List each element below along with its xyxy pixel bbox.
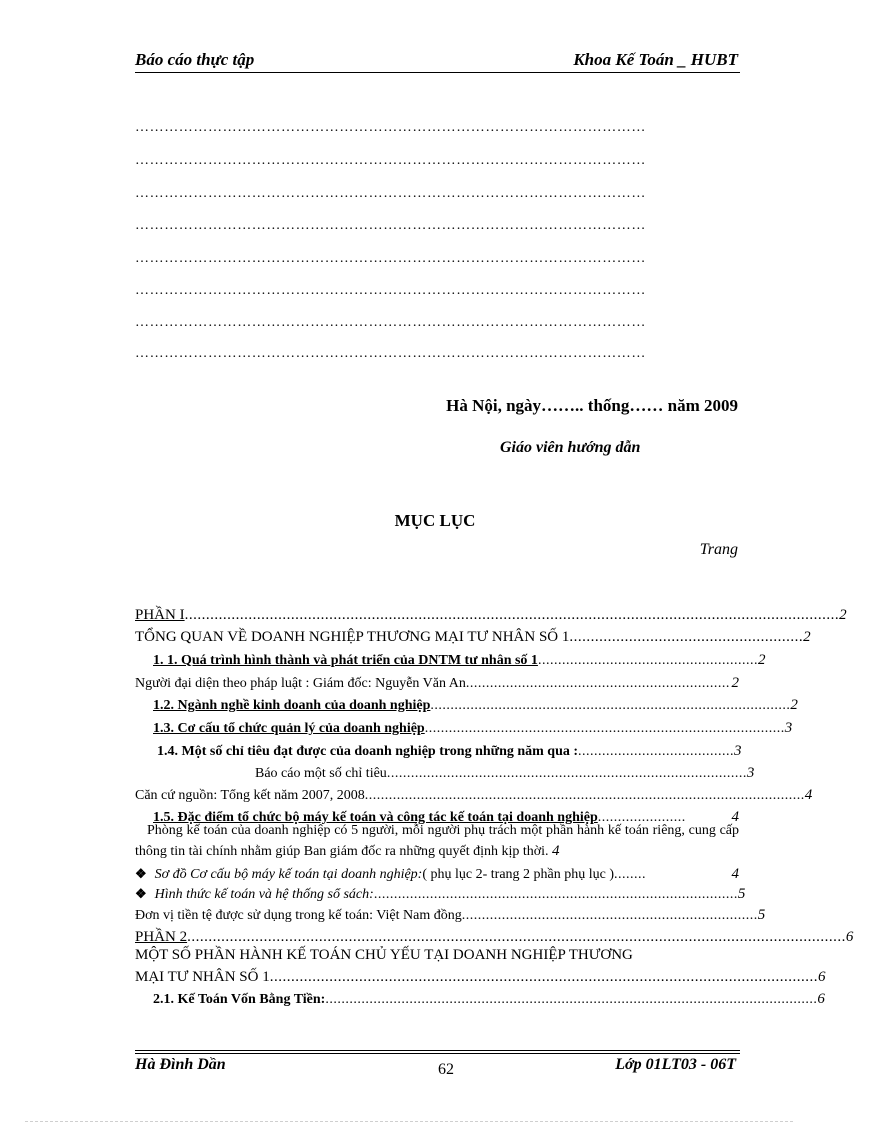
toc-entry-page: 4 — [804, 787, 813, 803]
toc-paragraph-entry[interactable] — [135, 820, 739, 862]
toc-leader: ........................................................................................... — [373, 887, 738, 902]
toc-entry[interactable] — [135, 969, 826, 986]
toc-leader: .............................................................................................................. — [364, 788, 805, 803]
toc-entry-page: 3 — [734, 743, 742, 759]
header-left: Báo cáo thực tập — [135, 50, 255, 69]
toc-leader: ....................................................... — [569, 629, 804, 645]
toc-entry-page: 2 — [790, 697, 798, 713]
toc-entry-page: 2 — [803, 629, 811, 645]
toc-entry-text: Báo cáo một số chỉ tiêu — [255, 766, 387, 781]
page-edge — [25, 1121, 793, 1122]
toc-entry[interactable] — [135, 652, 766, 669]
toc-leader: .......................................................................................... — [424, 721, 785, 736]
toc-entry[interactable] — [135, 697, 798, 714]
comment-line: …………………………………………………………………………………………… — [135, 283, 646, 298]
toc-entry-page: 5 — [737, 886, 746, 902]
toc-leader: ........ — [614, 867, 647, 882]
toc-leader: .......................................................................... — [461, 908, 758, 923]
toc-page-label: Trang — [699, 541, 738, 558]
toc-leader: ....................................... — [578, 744, 735, 759]
toc-entry-text: 1.4. Một số chỉ tiêu đạt được của doanh nghiệp trong những năm qua : — [157, 744, 579, 759]
toc-entry-text: Đơn vị tiền tệ được sử dụng trong kế toán: Việt Nam đồng — [135, 908, 462, 923]
toc-entry[interactable] — [135, 787, 813, 804]
toc-entry-page: 5 — [757, 907, 766, 923]
toc-entry-text: 1.3. Cơ cấu tổ chức quản lý của doanh nghiệp — [153, 721, 425, 736]
toc-entry[interactable] — [135, 607, 847, 624]
toc-entry-extra: ( phụ lục 2- trang 2 phần phụ lục ) — [422, 867, 615, 882]
toc-entry[interactable] — [135, 991, 825, 1008]
footer-class: Lớp 01LT03 - 06T — [615, 1056, 736, 1073]
toc-entry-page: 6 — [845, 929, 854, 945]
toc-entry-page: 3 — [784, 720, 793, 736]
comment-line: …………………………………………………………………………………………… — [135, 218, 646, 233]
diamond-bullet-icon: ❖ — [135, 886, 147, 901]
toc-entry[interactable] — [135, 907, 766, 924]
toc-entry-page: 2 — [839, 607, 847, 623]
comment-line: …………………………………………………………………………………………… — [135, 186, 646, 201]
comment-line: …………………………………………………………………………………………… — [135, 346, 646, 361]
toc-leader: ...................... — [597, 810, 686, 825]
toc-entry[interactable] — [135, 675, 739, 692]
header-rule — [135, 72, 740, 73]
toc-leader: .......................................................................................................................................................... — [184, 607, 840, 623]
toc-entry-page: 2 — [731, 675, 739, 691]
comment-line: …………………………………………………………………………………………… — [135, 251, 646, 266]
toc-leader: ................................................................................................................................. — [269, 969, 818, 985]
toc-entry-text: Căn cứ nguồn: Tổng kết năm 2007, 2008 — [135, 788, 365, 803]
diamond-bullet-icon: ❖ — [135, 866, 147, 881]
toc-leader: ....................................................... — [537, 653, 758, 668]
toc-title: MỤC LỤC — [394, 511, 476, 530]
toc-entry-text: 1.2. Ngành nghề kinh doanh của doanh nghiệp — [153, 698, 431, 713]
toc-entry-page: 3 — [746, 765, 755, 781]
signature-date: Hà Nội, ngày…….. thống…… năm 2009 — [446, 396, 738, 415]
footer-rule — [135, 1050, 740, 1051]
toc-leader: .................................................................. — [465, 676, 730, 691]
toc-entry[interactable] — [135, 765, 755, 782]
toc-leader: ........................................................................................................................................................... — [187, 929, 846, 945]
toc-entry-text: PHẦN I — [135, 607, 185, 623]
toc-entry-text: Người đại diện theo pháp luật : Giám đốc: Nguyễn Văn An — [135, 676, 466, 691]
toc-entry-page: 4 — [731, 866, 739, 882]
comment-line: …………………………………………………………………………………………… — [135, 153, 646, 168]
signature-role: Giáo viên hướng dẫn — [500, 439, 641, 456]
comment-line: …………………………………………………………………………………………… — [135, 315, 646, 330]
toc-entry[interactable] — [135, 720, 793, 737]
toc-entry[interactable] — [135, 865, 739, 883]
toc-entry-text: 1.5. Đặc điểm tổ chức bộ máy kế toán và công tác kế toán tại doanh nghiệp — [153, 810, 598, 825]
toc-entry-page: 4 — [552, 843, 560, 859]
toc-entry-text: 1. 1. Quá trình hình thành và phát triển của DNTM tư nhân số 1 — [153, 653, 538, 668]
toc-entry-text: Hình thức kế toán và hệ thống sổ sách: — [154, 887, 374, 902]
toc-leader: .......................................................................................... — [386, 766, 747, 781]
toc-entry[interactable] — [135, 629, 811, 646]
header-right: Khoa Kế Toán _ HUBT — [573, 50, 738, 69]
toc-entry[interactable] — [135, 929, 854, 946]
toc-entry-page: 4 — [731, 809, 739, 825]
toc-entry-page: 6 — [817, 969, 826, 985]
toc-entry-text: MẠI TƯ NHÂN SỐ 1 — [135, 969, 270, 985]
toc-leader: .......................................................................................... — [430, 698, 791, 713]
toc-entry-page: 2 — [757, 652, 766, 668]
toc-entry-page: 6 — [817, 991, 825, 1007]
toc-entry-text: Phòng kế toán của doanh nghiệp có 5 người, mỗi người phụ trách một phần hành kế toán riêng, cung cấp thông tin tài chính nhằm giúp Ban giám đốc ra những quyết định kịp thời. — [135, 823, 739, 859]
toc-entry-text: 2.1. Kế Toán Vốn Bằng Tiền: — [153, 992, 326, 1007]
toc-entry-text: PHẦN 2 — [135, 929, 188, 945]
toc-entry[interactable] — [135, 743, 742, 760]
comment-line: …………………………………………………………………………………………… — [135, 120, 646, 135]
toc-leader: ........................................................................................................................... — [325, 992, 818, 1007]
toc-entry-text: TỔNG QUAN VỀ DOANH NGHIỆP THƯƠNG MẠI TƯ NHÂN SỐ 1 — [135, 629, 570, 645]
toc-entry-text: Sơ đồ Cơ cấu bộ máy kế toán tại doanh nghiệp: — [154, 867, 423, 882]
toc-entry[interactable] — [135, 885, 746, 903]
footer-page-number: 62 — [438, 1061, 454, 1078]
footer-rule — [135, 1053, 740, 1054]
footer-author: Hà Đình Dần — [135, 1056, 226, 1073]
toc-entry-line1: MỘT SỐ PHẦN HÀNH KẾ TOÁN CHỦ YẾU TẠI DOANH NGHIỆP THƯƠNG — [135, 947, 633, 963]
